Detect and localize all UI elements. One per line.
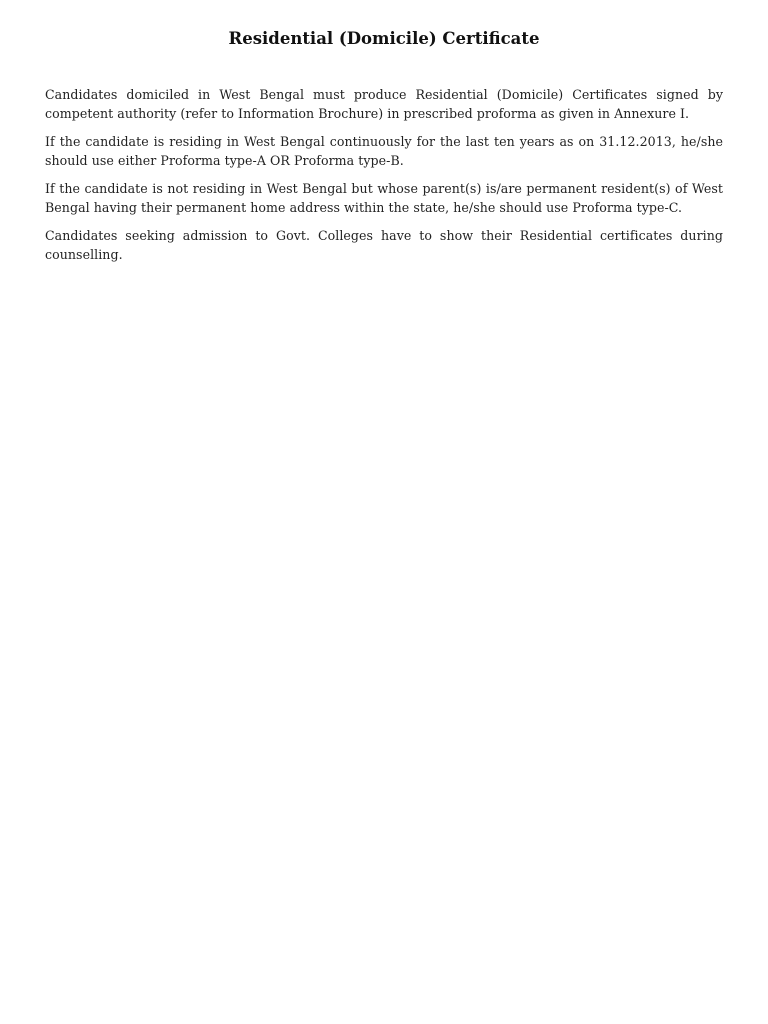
paragraph-parent-resident: If the candidate is not residing in West Bengal but whose parent(s) is/are permanent resident(s) of West Bengal having their permanent home address within the state, he/she should use Proforma type-C.	[45, 181, 723, 215]
page-title: Residential (Domicile) Certificate	[228, 29, 540, 48]
paragraph-govt-colleges-counselling: Candidates seeking admission to Govt. Colleges have to show their Residential certificates during counselling.	[45, 228, 723, 262]
paragraph-residing-ten-years: If the candidate is residing in West Bengal continuously for the last ten years as on 31.12.2013, he/she should use either Proforma type-A OR Proforma type-B.	[45, 134, 723, 168]
document-page	[45, 0, 723, 273]
document-body	[45, 85, 723, 264]
paragraph-domicile-requirement: Candidates domiciled in West Bengal must produce Residential (Domicile) Certificates signed by competent authority (refer to Information Brochure) in prescribed proforma as given in Annexure I.	[45, 87, 723, 121]
